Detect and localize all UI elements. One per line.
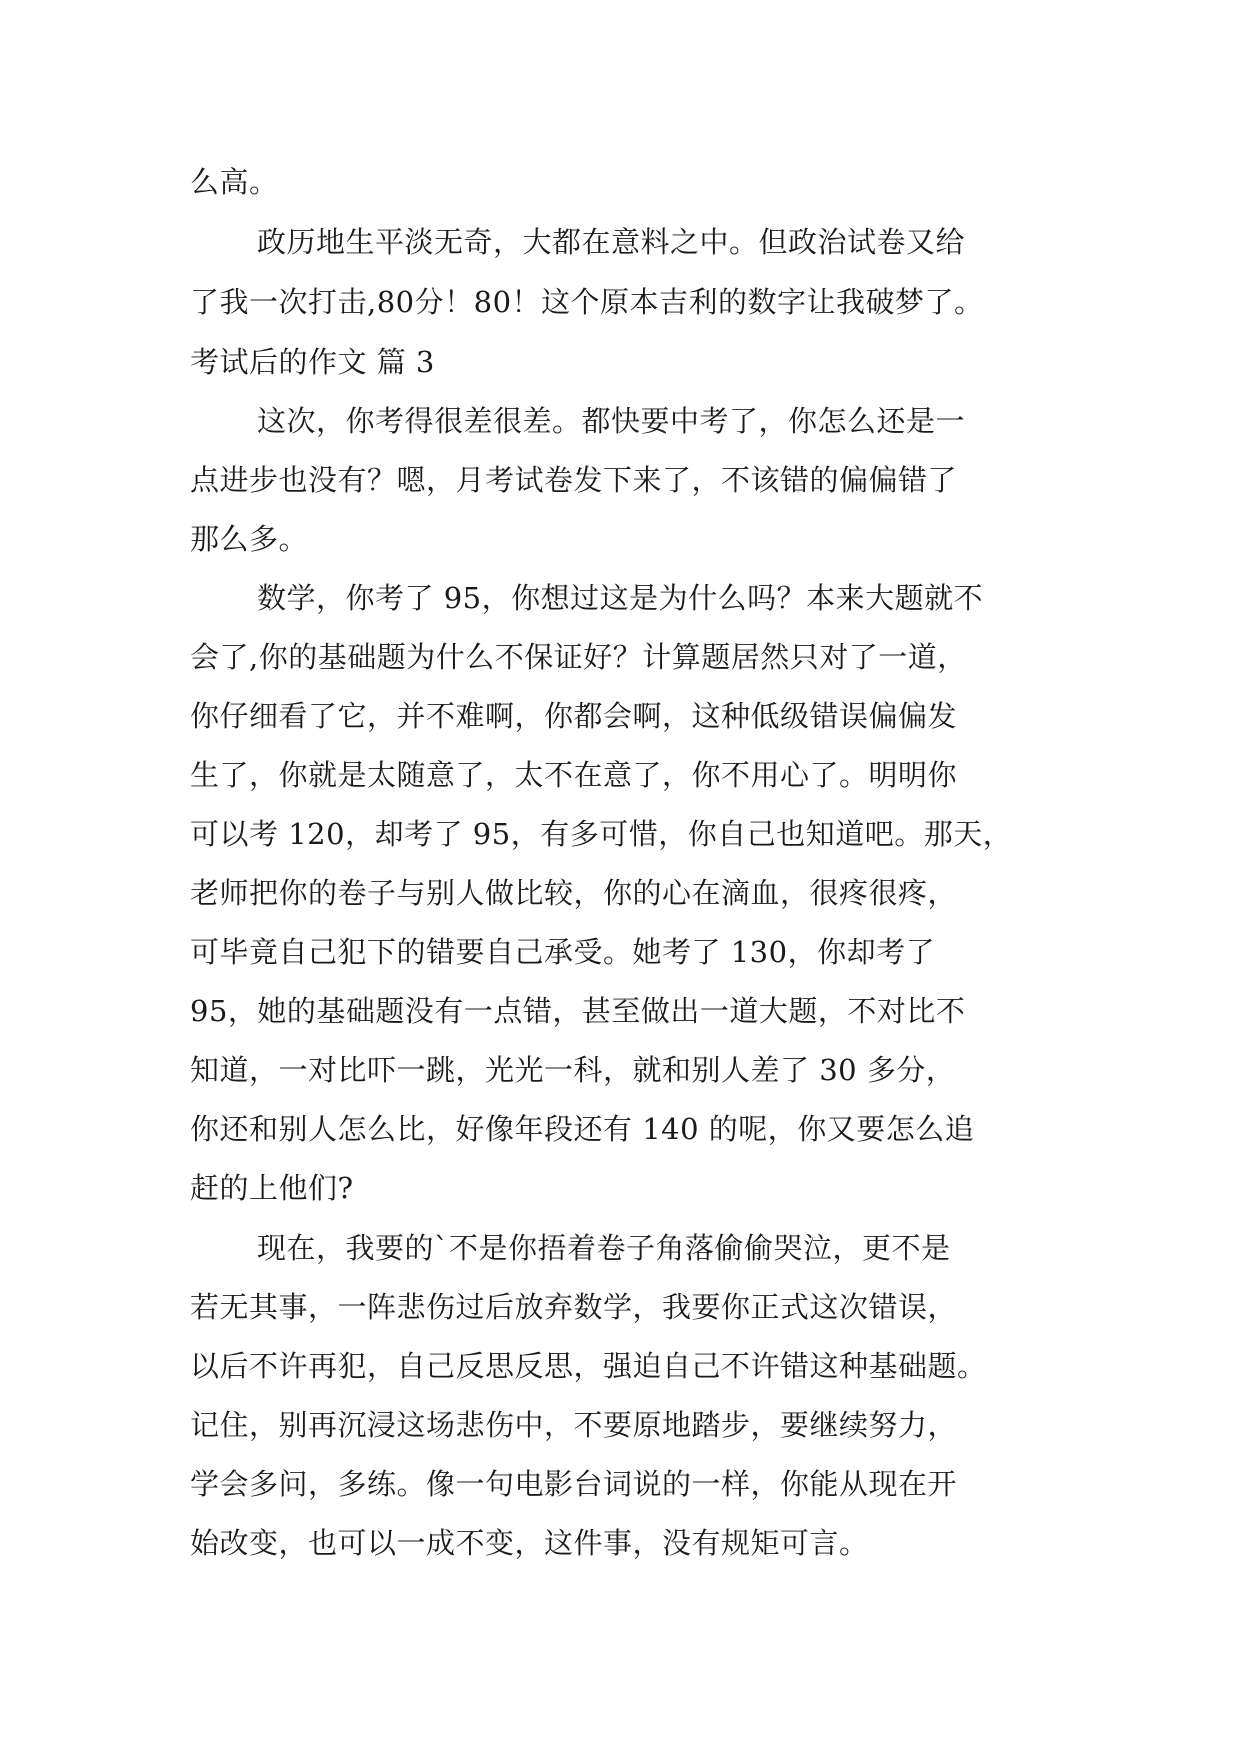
section-heading: 考试后的作文 篇 3	[190, 345, 435, 379]
text-line: 若无其事，一阵悲伤过后放弃数学，我要你正式这次错误，	[190, 1290, 958, 1324]
text-line: 会了,你的基础题为什么不保证好？计算题居然只对了一道，	[190, 640, 967, 674]
text-line: 那么多。	[190, 522, 309, 556]
text-line: 点进步也没有？嗯，月考试卷发下来了，不该错的偏偏错了	[190, 463, 958, 497]
text-line: 可毕竟自己犯下的错要自己承受。她考了 130，你却考了	[190, 935, 936, 969]
text-line: 始改变，也可以一成不变，这件事，没有规矩可言。	[190, 1526, 869, 1560]
paragraph-line: 这次，你考得很差很差。都快要中考了，你怎么还是一	[257, 404, 966, 438]
text-line: 知道，一对比吓一跳，光光一科，就和别人差了 30 多分，	[190, 1053, 956, 1087]
text-line: 么高。	[190, 165, 279, 199]
text-line: 老师把你的卷子与别人做比较，你的心在滴血，很疼很疼，	[190, 876, 958, 910]
text-line: 学会多问，多练。像一句电影台词说的一样，你能从现在开	[190, 1467, 958, 1501]
paragraph-line: 政历地生平淡无奇，大都在意料之中。但政治试卷又给	[257, 225, 966, 259]
text-line: 了我一次打击,80分！80！这个原本吉利的数字让我破梦了。	[190, 285, 984, 319]
text-line: 95，她的基础题没有一点错，甚至做出一道大题，不对比不	[190, 994, 966, 1028]
text-line: 可以考 120，却考了 95，有多可惜，你自己也知道吧。那天，	[190, 817, 1013, 851]
text-line: 你还和别人怎么比，好像年段还有 140 的呢，你又要怎么追	[190, 1112, 975, 1146]
text-line: 你仔细看了它，并不难啊，你都会啊，这种低级错误偏偏发	[190, 699, 958, 733]
text-line: 以后不许再犯，自己反思反思，强迫自己不许错这种基础题。	[190, 1349, 987, 1383]
text-line: 记住，别再沉浸这场悲伤中，不要原地踏步，要继续努力，	[190, 1408, 958, 1442]
paragraph-line: 现在，我要的`不是你捂着卷子角落偷偷哭泣，更不是	[257, 1231, 951, 1265]
text-line: 赶的上他们?	[190, 1171, 354, 1205]
text-line: 生了，你就是太随意了，太不在意了，你不用心了。明明你	[190, 758, 958, 792]
paragraph-line: 数学，你考了 95，你想过这是为什么吗？本来大题就不	[257, 581, 984, 615]
